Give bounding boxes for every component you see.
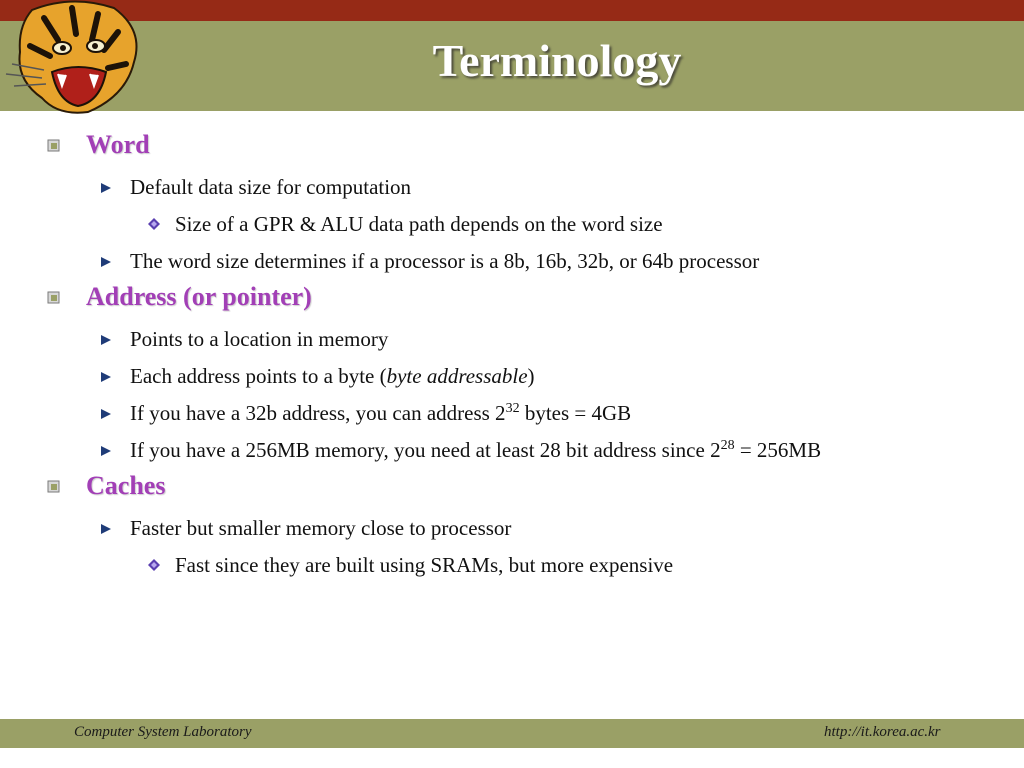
bullet-text: Points to a location in memory [130,327,389,351]
bullet-text: The word size determines if a processor is a 8b, 16b, 32b, or 64b processor [130,249,760,273]
text-part: If you have a 32b address, you can address 2 [130,401,506,425]
square-bullet-icon [47,291,61,305]
bullet-text: Fast since they are built using SRAMs, but more expensive [175,553,674,577]
triangle-bullet-icon [101,183,111,193]
text-part: = 256MB [734,438,822,462]
footer-band [0,719,1024,748]
triangle-bullet-icon [101,335,111,345]
exponent: 28 [720,438,735,453]
tiger-head-logo [2,0,144,118]
triangle-bullet-icon [101,372,111,382]
triangle-bullet-icon [101,524,111,534]
triangle-bullet-icon [101,446,111,456]
heading-word: Word [86,130,150,159]
text-part: Each address points to a byte ( [130,364,387,388]
top-accent-bar [0,0,1024,21]
bullet-text: Size of a GPR & ALU data path depends on the word size [175,212,663,236]
diamond-bullet-icon [148,559,160,571]
text-part: bytes = 4GB [519,401,632,425]
heading-caches: Caches [86,471,166,500]
exponent: 32 [505,401,520,416]
diamond-bullet-icon [148,218,160,230]
bullet-text: Default data size for computation [130,175,412,199]
footer-url: http://it.korea.ac.kr [824,724,941,740]
slide-title: Terminology [432,35,682,86]
text-part: If you have a 256MB memory, you need at least 28 bit address since 2 [130,438,721,462]
bullet-text [130,401,631,426]
heading-address: Address (or pointer) [86,282,312,311]
bullet-text: Faster but smaller memory close to processor [130,516,512,540]
italic-term: byte addressable [386,364,528,388]
triangle-bullet-icon [101,257,111,267]
square-bullet-icon [47,480,61,494]
triangle-bullet-icon [101,409,111,419]
bullet-text [130,364,535,389]
footer-lab-name: Computer System Laboratory [74,724,252,740]
square-bullet-icon [47,139,61,153]
text-part: ) [527,364,535,388]
bullet-text [130,438,821,463]
